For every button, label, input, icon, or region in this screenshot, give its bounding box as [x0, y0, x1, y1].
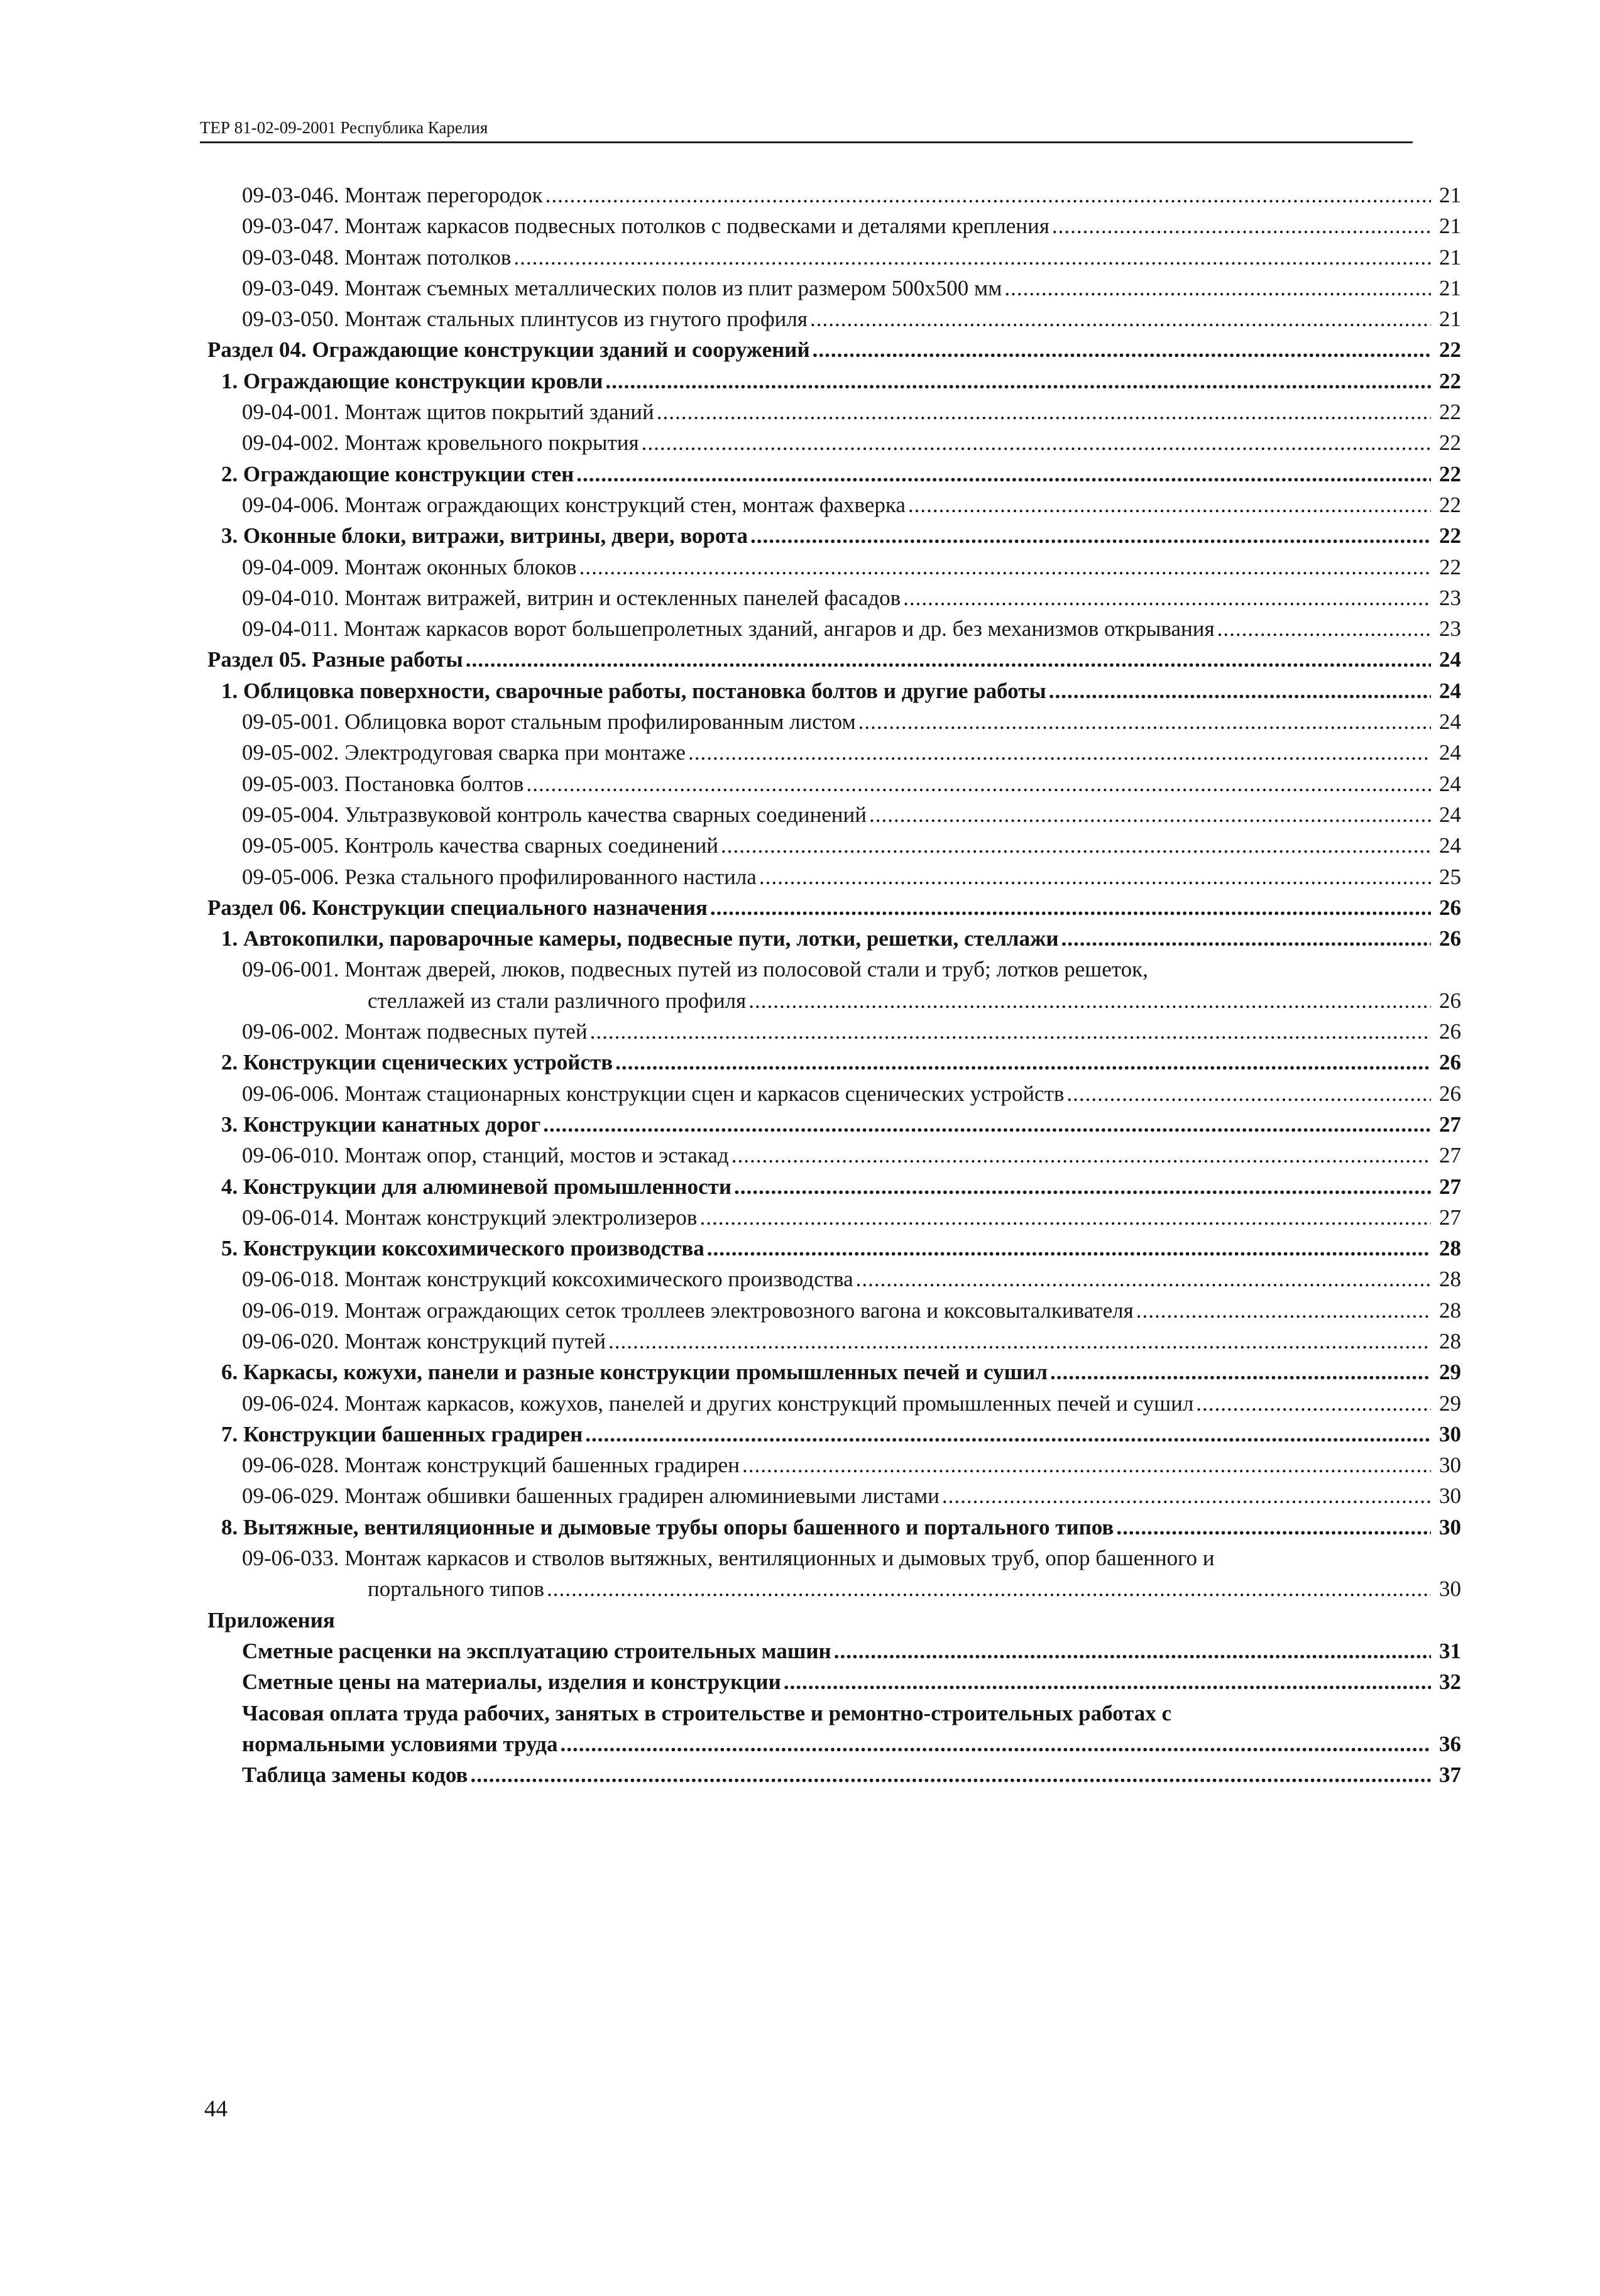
toc-entry [207, 273, 1461, 303]
toc-entry [207, 861, 1461, 892]
toc-entry-title: 09-06-029. Монтаж обшивки башенных градирен алюминиевыми листами [242, 1484, 940, 1509]
toc-entry-title: 09-06-018. Монтаж конструкций коксохимического производства [242, 1267, 853, 1292]
dot-leader [608, 1326, 1431, 1357]
toc-entry-title: 09-06-019. Монтаж ограждающих сеток троллеев электровозного вагона и коксовыталкивателя [242, 1298, 1134, 1323]
dot-leader [742, 1450, 1431, 1480]
dot-leader [590, 1016, 1431, 1047]
toc-entry [207, 923, 1461, 954]
toc-entry-title: 2. Ограждающие конструкции стен [221, 461, 574, 486]
page-number: 44 [204, 2096, 227, 2122]
toc-entry-title: 09-04-011. Монтаж каркасов ворот большепролетных зданий, ангаров и др. без механизмов открывания [242, 616, 1215, 642]
toc-entry-title: 09-06-001. Монтаж дверей, люков, подвесных путей из полосовой стали и труб; лотков решеток, [242, 957, 1148, 982]
toc-entry [207, 1109, 1461, 1140]
toc-entry-title: 09-03-049. Монтаж съемных металлических полов из плит размером 500х500 мм [242, 275, 1002, 300]
toc-entry [207, 1295, 1461, 1326]
toc-entry-page: 30 [1439, 1577, 1461, 1602]
dot-leader [710, 892, 1431, 923]
dot-leader [547, 1573, 1431, 1604]
toc-entry-page: 31 [1439, 1638, 1461, 1663]
toc-entry-title: 4. Конструкции для алюминевой промышленности [221, 1174, 732, 1199]
toc-entry [207, 1666, 1461, 1697]
toc-entry-page: 27 [1439, 1205, 1461, 1230]
dot-leader [526, 768, 1431, 799]
toc-entry-title: Часовая оплата труда рабочих, занятых в строительстве и ремонтно-строительных работах с [242, 1700, 1172, 1725]
toc-entry-page: 26 [1439, 926, 1461, 951]
toc-entry [207, 1202, 1461, 1233]
dot-leader [642, 427, 1431, 458]
toc-entry [207, 1512, 1461, 1543]
toc-entry-page: 22 [1439, 492, 1461, 517]
dot-leader [470, 1759, 1431, 1790]
dot-leader [748, 985, 1431, 1016]
dot-leader [1004, 273, 1431, 303]
dot-leader [834, 1636, 1431, 1666]
toc-entry-title: 09-05-001. Облицовка ворот стальным профилированным листом [242, 709, 856, 735]
dot-leader [513, 242, 1431, 273]
toc-entry [207, 1636, 1461, 1666]
toc-entry-page: 32 [1439, 1670, 1461, 1695]
toc-entry-page: 24 [1439, 833, 1461, 858]
toc-entry-title: 09-04-002. Монтаж кровельного покрытия [242, 430, 639, 456]
toc-entry [207, 1016, 1461, 1047]
toc-entry [207, 1171, 1461, 1202]
toc-entry-title: 09-05-005. Контроль качества сварных соединений [242, 833, 719, 858]
toc-entry [207, 489, 1461, 520]
toc-entry-title: 5. Конструкции коксохимического производства [221, 1236, 704, 1261]
toc-entry-page: 24 [1439, 647, 1461, 672]
toc-entry-title: Сметные расценки на эксплуатацию строительных машин [242, 1638, 831, 1663]
toc-entry [207, 1450, 1461, 1480]
toc-entry-title: 09-05-002. Электродуговая сварка при монтаже [242, 740, 686, 765]
toc-entry-title: 09-06-028. Монтаж конструкций башенных градирен [242, 1453, 740, 1478]
dot-leader [858, 706, 1431, 737]
dot-leader [734, 1171, 1431, 1202]
toc-entry [207, 1573, 1461, 1604]
toc-entry-page: 21 [1439, 307, 1461, 332]
toc-entry-title: Приложения [207, 1607, 335, 1632]
toc-entry-page: 36 [1439, 1731, 1461, 1756]
toc-entry [207, 1605, 1461, 1636]
toc-entry-title: нормальными условиями труда [242, 1731, 558, 1756]
dot-leader [750, 520, 1431, 551]
toc-entry-page: 26 [1439, 1050, 1461, 1075]
toc-entry-title: 09-04-006. Монтаж ограждающих конструкций стен, монтаж фахверка [242, 492, 906, 517]
toc-entry-title: 1. Ограждающие конструкции кровли [221, 368, 603, 393]
toc-entry-page: 24 [1439, 740, 1461, 765]
toc-entry-title: Раздел 05. Разные работы [207, 647, 463, 672]
toc-entry-title: 09-05-003. Постановка болтов [242, 771, 524, 796]
dot-leader [1066, 1078, 1431, 1109]
toc-entry [207, 1729, 1461, 1759]
toc-entry-page: 22 [1439, 554, 1461, 579]
toc-entry-page: 22 [1439, 337, 1461, 363]
dot-leader [813, 334, 1431, 365]
toc-entry-page: 23 [1439, 585, 1461, 610]
dot-leader [732, 1140, 1431, 1171]
toc-entry-page: 24 [1439, 678, 1461, 703]
toc-entry [207, 396, 1461, 427]
toc-entry [207, 582, 1461, 613]
toc-entry [207, 242, 1461, 273]
dot-leader [1061, 923, 1431, 954]
toc-entry-page: 27 [1439, 1112, 1461, 1137]
toc-entry [207, 706, 1461, 737]
toc-entry [207, 892, 1461, 923]
toc-entry [207, 552, 1461, 582]
toc-entry-page: 37 [1439, 1763, 1461, 1788]
toc-entry-page: 28 [1439, 1328, 1461, 1353]
toc-entry [207, 675, 1461, 706]
toc-entry-title: 1. Облицовка поверхности, сварочные работы, постановка болтов и другие работы [221, 678, 1046, 703]
dot-leader [856, 1264, 1431, 1294]
toc-entry-title: Сметные цены на материалы, изделия и конструкции [242, 1670, 781, 1695]
toc-entry-title: 2. Конструкции сценических устройств [221, 1050, 613, 1075]
toc-entry-page: 21 [1439, 275, 1461, 300]
toc-entry-page: 24 [1439, 802, 1461, 827]
toc-entry-title: 09-06-020. Монтаж конструкций путей [242, 1328, 606, 1353]
toc-entry-page: 29 [1439, 1360, 1461, 1385]
dot-leader [545, 180, 1431, 210]
toc-entry-title: 09-06-006. Монтаж стационарных конструкции сцен и каркасов сценических устройств [242, 1081, 1065, 1106]
toc-entry-page: 26 [1439, 1019, 1461, 1044]
toc-entry [207, 1264, 1461, 1294]
toc-entry-page: 30 [1439, 1514, 1461, 1539]
page-header: ТЕР 81-02-09-2001 Республика Карелия [200, 118, 1413, 143]
dot-leader [942, 1480, 1431, 1511]
toc-entry-title: 09-04-010. Монтаж витражей, витрин и остекленных панелей фасадов [242, 585, 901, 610]
toc-entry-title: стеллажей из стали различного профиля [368, 988, 747, 1013]
dot-leader [908, 489, 1431, 520]
dot-leader [579, 552, 1431, 582]
dot-leader [869, 799, 1431, 830]
dot-leader [615, 1047, 1431, 1078]
dot-leader [561, 1729, 1431, 1759]
toc-entry-title: 7. Конструкции башенных градирен [221, 1421, 583, 1446]
toc-entry [207, 1419, 1461, 1450]
toc-entry-page: 24 [1439, 771, 1461, 796]
dot-leader [707, 1233, 1431, 1264]
toc-entry-title: 09-04-001. Монтаж щитов покрытий зданий [242, 400, 654, 425]
toc-entry-title: 1. Автокопилки, пароварочные камеры, подвесные пути, лотки, решетки, стеллажи [221, 926, 1059, 951]
toc-entry [207, 1233, 1461, 1264]
toc-entry-title: 3. Конструкции канатных дорог [221, 1112, 541, 1137]
toc-entry [207, 799, 1461, 830]
toc-entry [207, 1078, 1461, 1109]
toc-entry [207, 520, 1461, 551]
toc-entry [207, 1759, 1461, 1790]
toc-entry-page: 21 [1439, 183, 1461, 207]
dot-leader [699, 1202, 1431, 1233]
toc-entry-title: 09-06-033. Монтаж каркасов и стволов вытяжных, вентиляционных и дымовых труб, опор башенного и [242, 1546, 1215, 1571]
toc-entry [207, 1140, 1461, 1171]
toc-entry-title: портального типов [368, 1577, 545, 1602]
dot-leader [903, 582, 1431, 613]
dot-leader [585, 1419, 1431, 1450]
toc-entry-page: 26 [1439, 895, 1461, 920]
toc-entry-page: 22 [1439, 523, 1461, 549]
dot-leader [466, 644, 1431, 675]
toc-entry-title: 3. Оконные блоки, витражи, витрины, двери, ворота [221, 523, 748, 549]
toc-entry [207, 954, 1461, 985]
dot-leader [605, 366, 1431, 396]
toc-entry-page: 28 [1439, 1236, 1461, 1261]
toc-entry-page: 22 [1439, 430, 1461, 456]
toc-entry-page: 30 [1439, 1453, 1461, 1478]
toc-entry-title: 09-04-009. Монтаж оконных блоков [242, 554, 577, 579]
toc-entry [207, 210, 1461, 241]
toc-entry-title: 09-06-014. Монтаж конструкций электролизеров [242, 1205, 698, 1230]
toc-entry [207, 830, 1461, 861]
toc-entry-title: 09-03-046. Монтаж перегородок [242, 183, 543, 207]
toc-entry [207, 1047, 1461, 1078]
toc-entry [207, 1326, 1461, 1357]
dot-leader [1116, 1512, 1431, 1543]
toc-entry [207, 1388, 1461, 1419]
dot-leader [1217, 613, 1431, 644]
toc-entry-title: 09-05-006. Резка стального профилированного настила [242, 864, 757, 889]
toc-entry-page: 25 [1439, 864, 1461, 889]
toc-entry [207, 459, 1461, 489]
toc-entry-page: 24 [1439, 709, 1461, 735]
toc-entry-title: 09-06-024. Монтаж каркасов, кожухов, панелей и других конструкций промышленных печей и сушил [242, 1391, 1194, 1416]
toc-entry-page: 26 [1439, 988, 1461, 1013]
dot-leader [784, 1666, 1431, 1697]
toc-entry [207, 1357, 1461, 1387]
toc-entry-title: 8. Вытяжные, вентиляционные и дымовые трубы опоры башенного и портального типов [221, 1514, 1114, 1539]
toc-entry-title: Таблица замены кодов [242, 1763, 468, 1788]
toc-entry-title: 09-03-050. Монтаж стальных плинтусов из гнутого профиля [242, 307, 808, 332]
toc-entry [207, 985, 1461, 1016]
toc-entry [207, 1543, 1461, 1573]
toc-entry-page: 27 [1439, 1143, 1461, 1168]
toc-entry-title: 09-03-047. Монтаж каркасов подвесных потолков с подвесками и деталями крепления [242, 214, 1049, 239]
toc-entry [207, 427, 1461, 458]
dot-leader [657, 396, 1431, 427]
toc-entry-page: 30 [1439, 1421, 1461, 1446]
toc-entry [207, 737, 1461, 768]
dot-leader [688, 737, 1431, 768]
toc-entry-page: 21 [1439, 214, 1461, 239]
toc-entry-page: 22 [1439, 368, 1461, 393]
toc-entry-page: 28 [1439, 1298, 1461, 1323]
dot-leader [1052, 210, 1431, 241]
dot-leader [1196, 1388, 1431, 1419]
dot-leader [1049, 675, 1431, 706]
toc-entry-page: 26 [1439, 1081, 1461, 1106]
toc-entry [207, 1698, 1461, 1729]
toc-entry-page: 28 [1439, 1267, 1461, 1292]
toc-entry-title: 09-06-010. Монтаж опор, станций, мостов и эстакад [242, 1143, 729, 1168]
toc-entry [207, 366, 1461, 396]
toc-entry [207, 334, 1461, 365]
toc-entry-page: 23 [1439, 616, 1461, 642]
toc-entry-title: 09-03-048. Монтаж потолков [242, 244, 512, 270]
table-of-contents [207, 180, 1461, 1790]
dot-leader [543, 1109, 1431, 1140]
toc-entry [207, 613, 1461, 644]
toc-entry [207, 180, 1461, 210]
dot-leader [1050, 1357, 1431, 1387]
toc-entry-title: Раздел 06. Конструкции специального назначения [207, 895, 708, 920]
toc-entry-title: 09-06-002. Монтаж подвесных путей [242, 1019, 588, 1044]
toc-entry-page: 21 [1439, 244, 1461, 270]
dot-leader [721, 830, 1431, 861]
dot-leader [759, 861, 1431, 892]
dot-leader [576, 459, 1431, 489]
toc-entry-title: 09-05-004. Ультразвуковой контроль качества сварных соединений [242, 802, 867, 827]
toc-entry-page: 27 [1439, 1174, 1461, 1199]
dot-leader [1136, 1295, 1431, 1326]
toc-entry-title: 6. Каркасы, кожухи, панели и разные конструкции промышленных печей и сушил [221, 1360, 1048, 1385]
toc-entry [207, 768, 1461, 799]
toc-entry [207, 1480, 1461, 1511]
toc-entry [207, 644, 1461, 675]
toc-entry-page: 30 [1439, 1484, 1461, 1509]
toc-entry-title: Раздел 04. Ограждающие конструкции зданий и сооружений [207, 337, 810, 363]
toc-entry [207, 303, 1461, 334]
toc-entry-page: 29 [1439, 1391, 1461, 1416]
toc-entry-page: 22 [1439, 400, 1461, 425]
dot-leader [810, 303, 1431, 334]
toc-entry-page: 22 [1439, 461, 1461, 486]
